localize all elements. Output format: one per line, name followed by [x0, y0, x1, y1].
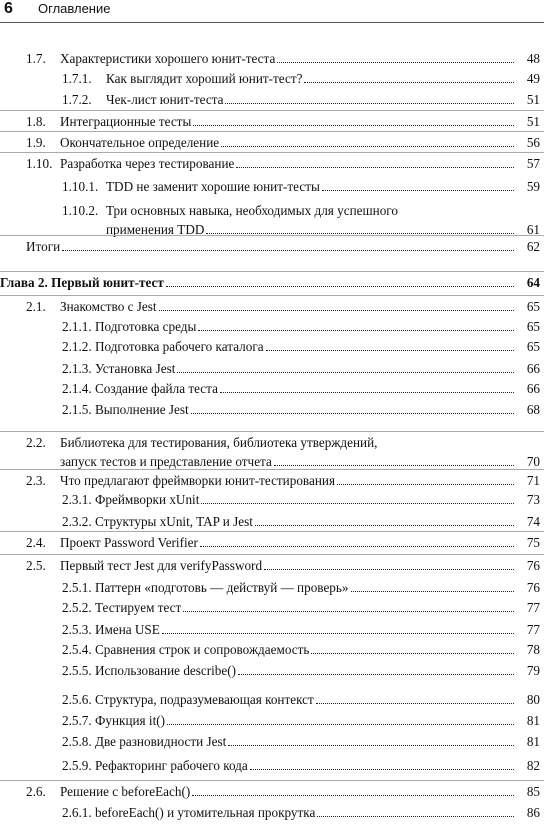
toc-page-number: 66: [526, 381, 540, 396]
dot-leader: [177, 372, 514, 373]
toc-entry: [0, 690, 544, 709]
row-divider: [0, 110, 544, 111]
dot-leader: [162, 633, 514, 634]
dot-leader: [62, 250, 514, 251]
toc-page-number: 66: [526, 361, 540, 376]
toc-page-number: 62: [526, 239, 540, 254]
dot-leader: [274, 465, 514, 466]
toc-entry-number: 1.8.: [26, 114, 46, 129]
dot-leader: [200, 546, 514, 547]
toc-entry-title: 2.5.8. Две разновидности Jest: [62, 734, 227, 749]
toc-page-number: 75: [526, 535, 540, 550]
toc-entry: [0, 69, 544, 88]
toc-page-number: 59: [526, 179, 540, 194]
dot-leader: [228, 745, 514, 746]
toc-entry: [0, 297, 544, 316]
toc-page-number: 81: [526, 734, 540, 749]
toc-page-number: 61: [526, 222, 540, 237]
toc-entry: [0, 359, 544, 378]
toc-entry-title: применения TDD: [106, 222, 205, 237]
toc-entry-number: 2.3.: [26, 473, 46, 488]
toc-entry: [0, 556, 544, 575]
page-number: 6: [4, 0, 13, 17]
toc-page-number: 76: [526, 558, 540, 573]
toc-page-number: 65: [526, 339, 540, 354]
toc-entry-title: Три основных навыка, необходимых для успешного: [106, 203, 398, 218]
dot-leader: [183, 611, 514, 612]
toc-entry-title: Что предлагают фреймворки юнит-тестирования: [60, 473, 336, 488]
toc-entry-number: 1.7.1.: [62, 71, 92, 86]
toc-chapter-entry: [0, 273, 544, 292]
toc-entry-title: Чек-лист юнит-теста: [106, 92, 224, 107]
toc-page-number: 77: [526, 600, 540, 615]
toc-entry: [0, 337, 544, 356]
toc-entry-number: 2.1.: [26, 299, 46, 314]
row-divider: [0, 554, 544, 555]
dot-leader: [250, 769, 514, 770]
toc-page-number: 65: [526, 319, 540, 334]
toc-entry-number: 1.10.1.: [62, 179, 99, 194]
dot-leader: [264, 569, 514, 570]
toc-entry: [0, 400, 544, 419]
dot-leader: [351, 591, 514, 592]
toc-entry: [0, 133, 544, 152]
toc-entry-number: 2.6.: [26, 784, 46, 799]
toc-entry-title: 2.3.2. Структуры xUnit, TAP и Jest: [62, 514, 253, 529]
toc-entry-title: Проект Password Verifier: [60, 535, 198, 550]
toc-entry-title: 2.5.4. Сравнения строк и сопровождаемость: [62, 642, 310, 657]
toc-entry: [0, 317, 544, 336]
toc-entry-number: 1.7.2.: [62, 92, 92, 107]
toc-page-number: 57: [526, 156, 540, 171]
toc-entry: [0, 490, 544, 509]
toc-entry-number: 1.7.: [26, 51, 46, 66]
toc-page-number: 82: [526, 758, 540, 773]
toc-page-number: 79: [526, 663, 540, 678]
toc-page-number: 81: [526, 713, 540, 728]
toc-entry-number: 1.9.: [26, 135, 46, 150]
toc-page-number: 51: [526, 114, 540, 129]
dot-leader: [266, 350, 514, 351]
toc-entry-title: 2.3.1. Фреймворки xUnit: [62, 492, 200, 507]
dot-leader: [167, 724, 514, 725]
row-divider: [0, 431, 544, 432]
toc-entry-title: 2.5.6. Структура, подразумевающая контекст: [62, 692, 314, 707]
row-divider: [0, 295, 544, 296]
toc-entry-title: Окончательное определение: [60, 135, 220, 150]
toc-entry-number: 1.10.2.: [62, 203, 99, 218]
toc-page-number: 85: [526, 784, 540, 799]
toc-entry-title: Характеристики хорошего юнит-теста: [60, 51, 276, 66]
toc-entry: [0, 782, 544, 801]
toc-entry: [0, 711, 544, 730]
toc-entry: [0, 661, 544, 680]
toc-entry-title: 2.5.1. Паттерн «подготовь — действуй — проверь»: [62, 580, 349, 595]
toc-entry: [0, 803, 544, 822]
toc-entry: [0, 154, 544, 173]
toc-entry: [0, 237, 544, 256]
toc-entry: [0, 533, 544, 552]
toc-entry: [0, 732, 544, 751]
toc-entry-title: Разработка через тестирование: [60, 156, 235, 171]
row-divider: [0, 531, 544, 532]
toc-entry-title: 2.6.1. beforeEach() и утомительная прокрутка: [62, 805, 316, 820]
dot-leader: [198, 330, 514, 331]
toc-entry: [0, 471, 544, 490]
dot-leader: [337, 484, 514, 485]
toc-entry-title: запуск тестов и представление отчета: [60, 454, 272, 469]
dot-leader: [311, 653, 514, 654]
toc-entry-title: 2.1.3. Установка Jest: [62, 361, 176, 376]
dot-leader: [322, 190, 514, 191]
toc-page-number: 71: [526, 473, 540, 488]
row-divider: [0, 271, 544, 272]
toc-page-number: 80: [526, 692, 540, 707]
dot-leader: [193, 125, 514, 126]
toc-entry-title: 2.5.5. Использование describe(): [62, 663, 237, 678]
dot-leader: [191, 413, 514, 414]
toc-entry-number: 2.2.: [26, 435, 46, 450]
toc-entry: [0, 512, 544, 531]
toc-entry-title: 2.1.1. Подготовка среды: [62, 319, 197, 334]
dot-leader: [206, 233, 514, 234]
toc-page-number: 64: [526, 275, 540, 290]
row-divider: [0, 235, 544, 236]
toc-page-number: 86: [526, 805, 540, 820]
toc-entry-title: 2.5.7. Функция it(): [62, 713, 166, 728]
toc-entry-title: Глава 2. Первый юнит-тест: [0, 275, 164, 290]
toc-page-number: 73: [526, 492, 540, 507]
dot-leader: [238, 674, 514, 675]
toc-entry-number: 1.10.: [26, 156, 53, 171]
dot-leader: [304, 82, 514, 83]
toc-entry-title: Как выглядит хороший юнит-тест?: [106, 71, 303, 86]
toc-entry: [0, 620, 544, 639]
dot-leader: [316, 703, 514, 704]
row-divider: [0, 152, 544, 153]
running-title: Оглавление: [38, 1, 111, 16]
toc-entry-number: 2.5.: [26, 558, 46, 573]
row-divider: [0, 131, 544, 132]
toc-entry-title: 2.1.5. Выполнение Jest: [62, 402, 189, 417]
toc-page-number: 77: [526, 622, 540, 637]
toc-entry: [0, 49, 544, 68]
toc-page-number: 74: [526, 514, 540, 529]
row-divider: [0, 469, 544, 470]
toc-entry: [0, 379, 544, 398]
dot-leader: [159, 310, 514, 311]
dot-leader: [225, 103, 514, 104]
dot-leader: [201, 503, 514, 504]
toc-entry: [0, 578, 544, 597]
toc-entry-title: Решение с beforeEach(): [60, 784, 191, 799]
toc-entry: [0, 640, 544, 659]
toc-entry-title: Первый тест Jest для verifyPassword: [60, 558, 263, 573]
row-divider: [0, 780, 544, 781]
toc-entry-title: Итоги: [26, 239, 61, 254]
toc-entry-title: 2.5.3. Имена USE: [62, 622, 160, 637]
dot-leader: [166, 286, 514, 287]
toc-entry-title: TDD не заменит хорошие юнит-тесты: [106, 179, 320, 194]
dot-leader: [220, 392, 514, 393]
toc-entry-title: Знакомство с Jest: [60, 299, 157, 314]
toc-page-number: 76: [526, 580, 540, 595]
toc-entry: [0, 112, 544, 131]
dot-leader: [277, 62, 514, 63]
toc-entry: [0, 756, 544, 775]
toc-page-number: 49: [526, 71, 540, 86]
toc-page-number: 56: [526, 135, 540, 150]
dot-leader: [221, 146, 514, 147]
toc-entry: [0, 201, 544, 239]
toc-entry-title: 2.1.4. Создание файла теста: [62, 381, 218, 396]
dot-leader: [255, 525, 514, 526]
toc-entry-title: 2.1.2. Подготовка рабочего каталога: [62, 339, 264, 354]
toc-page-number: 65: [526, 299, 540, 314]
toc-entry: [0, 433, 544, 471]
toc-entry: [0, 598, 544, 617]
dot-leader: [317, 816, 514, 817]
dot-leader: [236, 167, 514, 168]
toc-entry: [0, 90, 544, 109]
toc-entry-title: Интеграционные тесты: [60, 114, 192, 129]
toc-entry-title: 2.5.9. Рефакторинг рабочего кода: [62, 758, 248, 773]
toc-page-number: 70: [526, 454, 540, 469]
toc-entry-title: 2.5.2. Тестируем тест: [62, 600, 182, 615]
toc-page-number: 51: [526, 92, 540, 107]
toc-page-number: 78: [526, 642, 540, 657]
toc-entry: [0, 177, 544, 196]
dot-leader: [192, 795, 514, 796]
toc-page-number: 48: [526, 51, 540, 66]
toc-page-number: 68: [526, 402, 540, 417]
toc-entry-number: 2.4.: [26, 535, 46, 550]
toc-entry-title: Библиотека для тестирования, библиотека утверждений,: [60, 435, 378, 450]
